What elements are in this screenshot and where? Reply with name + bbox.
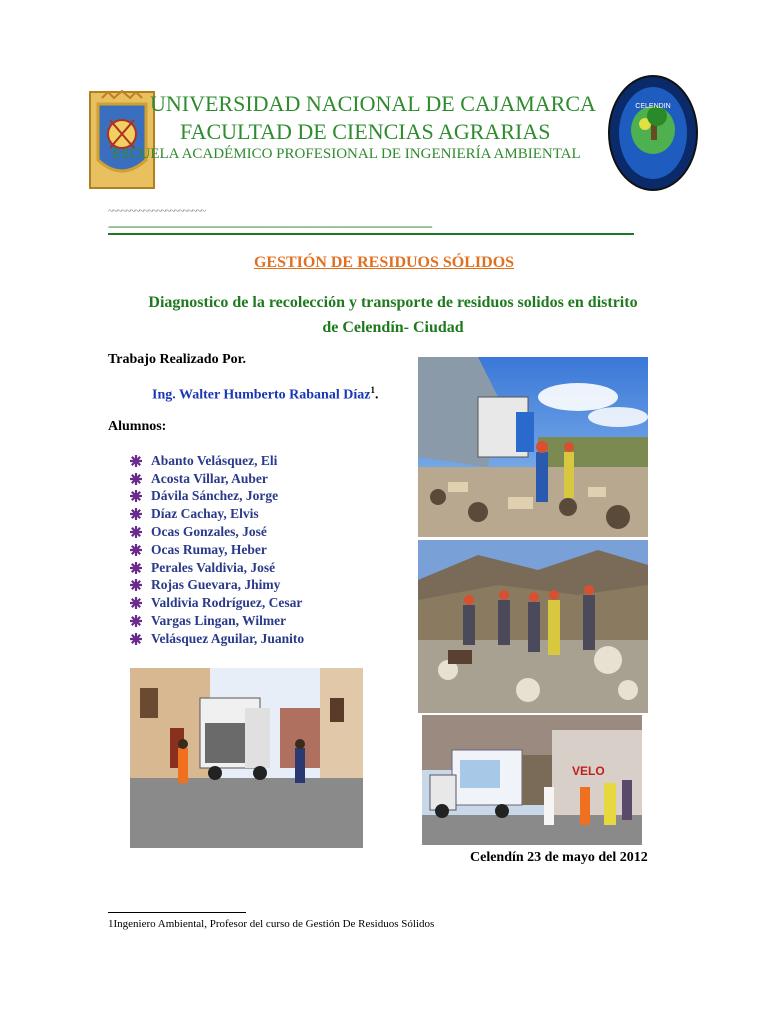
subtitle-line-2: de Celendín- Ciudad: [322, 319, 464, 336]
student-name: Díaz Cachay, Elvis: [151, 506, 259, 522]
list-item: [130, 470, 304, 488]
list-item: [130, 612, 304, 630]
star-bullet-icon: [130, 490, 142, 502]
school-logo: [607, 74, 699, 192]
list-item: [130, 577, 304, 595]
student-name: Vargas Lingan, Wilmer: [151, 613, 287, 629]
star-bullet-icon: [130, 455, 142, 467]
list-item: [130, 505, 304, 523]
footnote-mark: 1: [370, 385, 375, 395]
star-bullet-icon: [130, 544, 142, 556]
student-name: Ocas Rumay, Heber: [151, 541, 267, 557]
photo-truck-unloading: [418, 357, 648, 537]
footnote: 1Ingeniero Ambiental, Profesor del curso de Gestión De Residuos Sólidos: [108, 918, 435, 930]
faculty-name: FACULTAD DE CIENCIAS AGRARIAS: [180, 119, 551, 144]
student-name: Ocas Gonzales, José: [151, 524, 267, 540]
list-item: [130, 541, 304, 559]
document-subtitle: [108, 290, 678, 340]
school-name: ESCUELA ACADÉMICO PROFESIONAL DE INGENIERÍA AMBIENTAL: [112, 146, 581, 162]
star-bullet-icon: [130, 615, 142, 627]
work-label: Trabajo Realizado Por.: [108, 352, 247, 367]
star-bullet-icon: [130, 633, 142, 645]
students-label: Alumnos:: [108, 419, 167, 434]
document-title: GESTIÓN DE RESIDUOS SÓLIDOS: [253, 254, 515, 271]
professor-suffix: .: [374, 387, 379, 403]
student-name: Rojas Guevara, Jhimy: [151, 577, 281, 593]
star-bullet-icon: [130, 562, 142, 574]
professor-name-text: Ing. Walter Humberto Rabanal Díaz: [152, 387, 371, 403]
student-name: Perales Valdivia, José: [151, 559, 276, 575]
professor-name: [152, 385, 378, 404]
list-item: [130, 630, 304, 648]
list-item: [130, 488, 304, 506]
photo-street-truck: [130, 668, 363, 848]
star-bullet-icon: [130, 579, 142, 591]
photo-workers-landfill: [418, 540, 648, 713]
list-item: [130, 523, 304, 541]
list-item: [130, 594, 304, 612]
list-item: [130, 559, 304, 577]
students-list: [130, 452, 304, 648]
decorative-tilde-line: ~~~~~~~~~~~~~~~~~~~~~~: [108, 206, 206, 217]
header-divider: [108, 233, 634, 235]
student-name: Dávila Sánchez, Jorge: [151, 488, 279, 504]
photo-truck-loading: [422, 715, 642, 845]
university-name: UNIVERSIDAD NACIONAL DE CAJAMARCA: [150, 91, 596, 116]
list-item: [130, 452, 304, 470]
star-bullet-icon: [130, 597, 142, 609]
decorative-dash-line: ------------------------------------------------------------------------------------------------------------: [108, 219, 432, 233]
student-name: Velásquez Aguilar, Juanito: [151, 630, 305, 646]
svg-text:VELO: VELO: [572, 764, 605, 778]
star-bullet-icon: [130, 526, 142, 538]
footnote-divider: [108, 912, 246, 913]
logo-text: CELENDIN: [635, 103, 671, 110]
star-bullet-icon: [130, 508, 142, 520]
subtitle-line-1: Diagnostico de la recolección y transporte de residuos solidos en distrito: [148, 294, 638, 311]
student-name: Abanto Velásquez, Eli: [151, 452, 278, 468]
university-logo: [88, 90, 156, 190]
student-name: Acosta Villar, Auber: [151, 470, 268, 486]
document-date: Celendín 23 de mayo del 2012: [470, 850, 648, 865]
student-name: Valdivia Rodríguez, Cesar: [151, 595, 303, 611]
star-bullet-icon: [130, 473, 142, 485]
